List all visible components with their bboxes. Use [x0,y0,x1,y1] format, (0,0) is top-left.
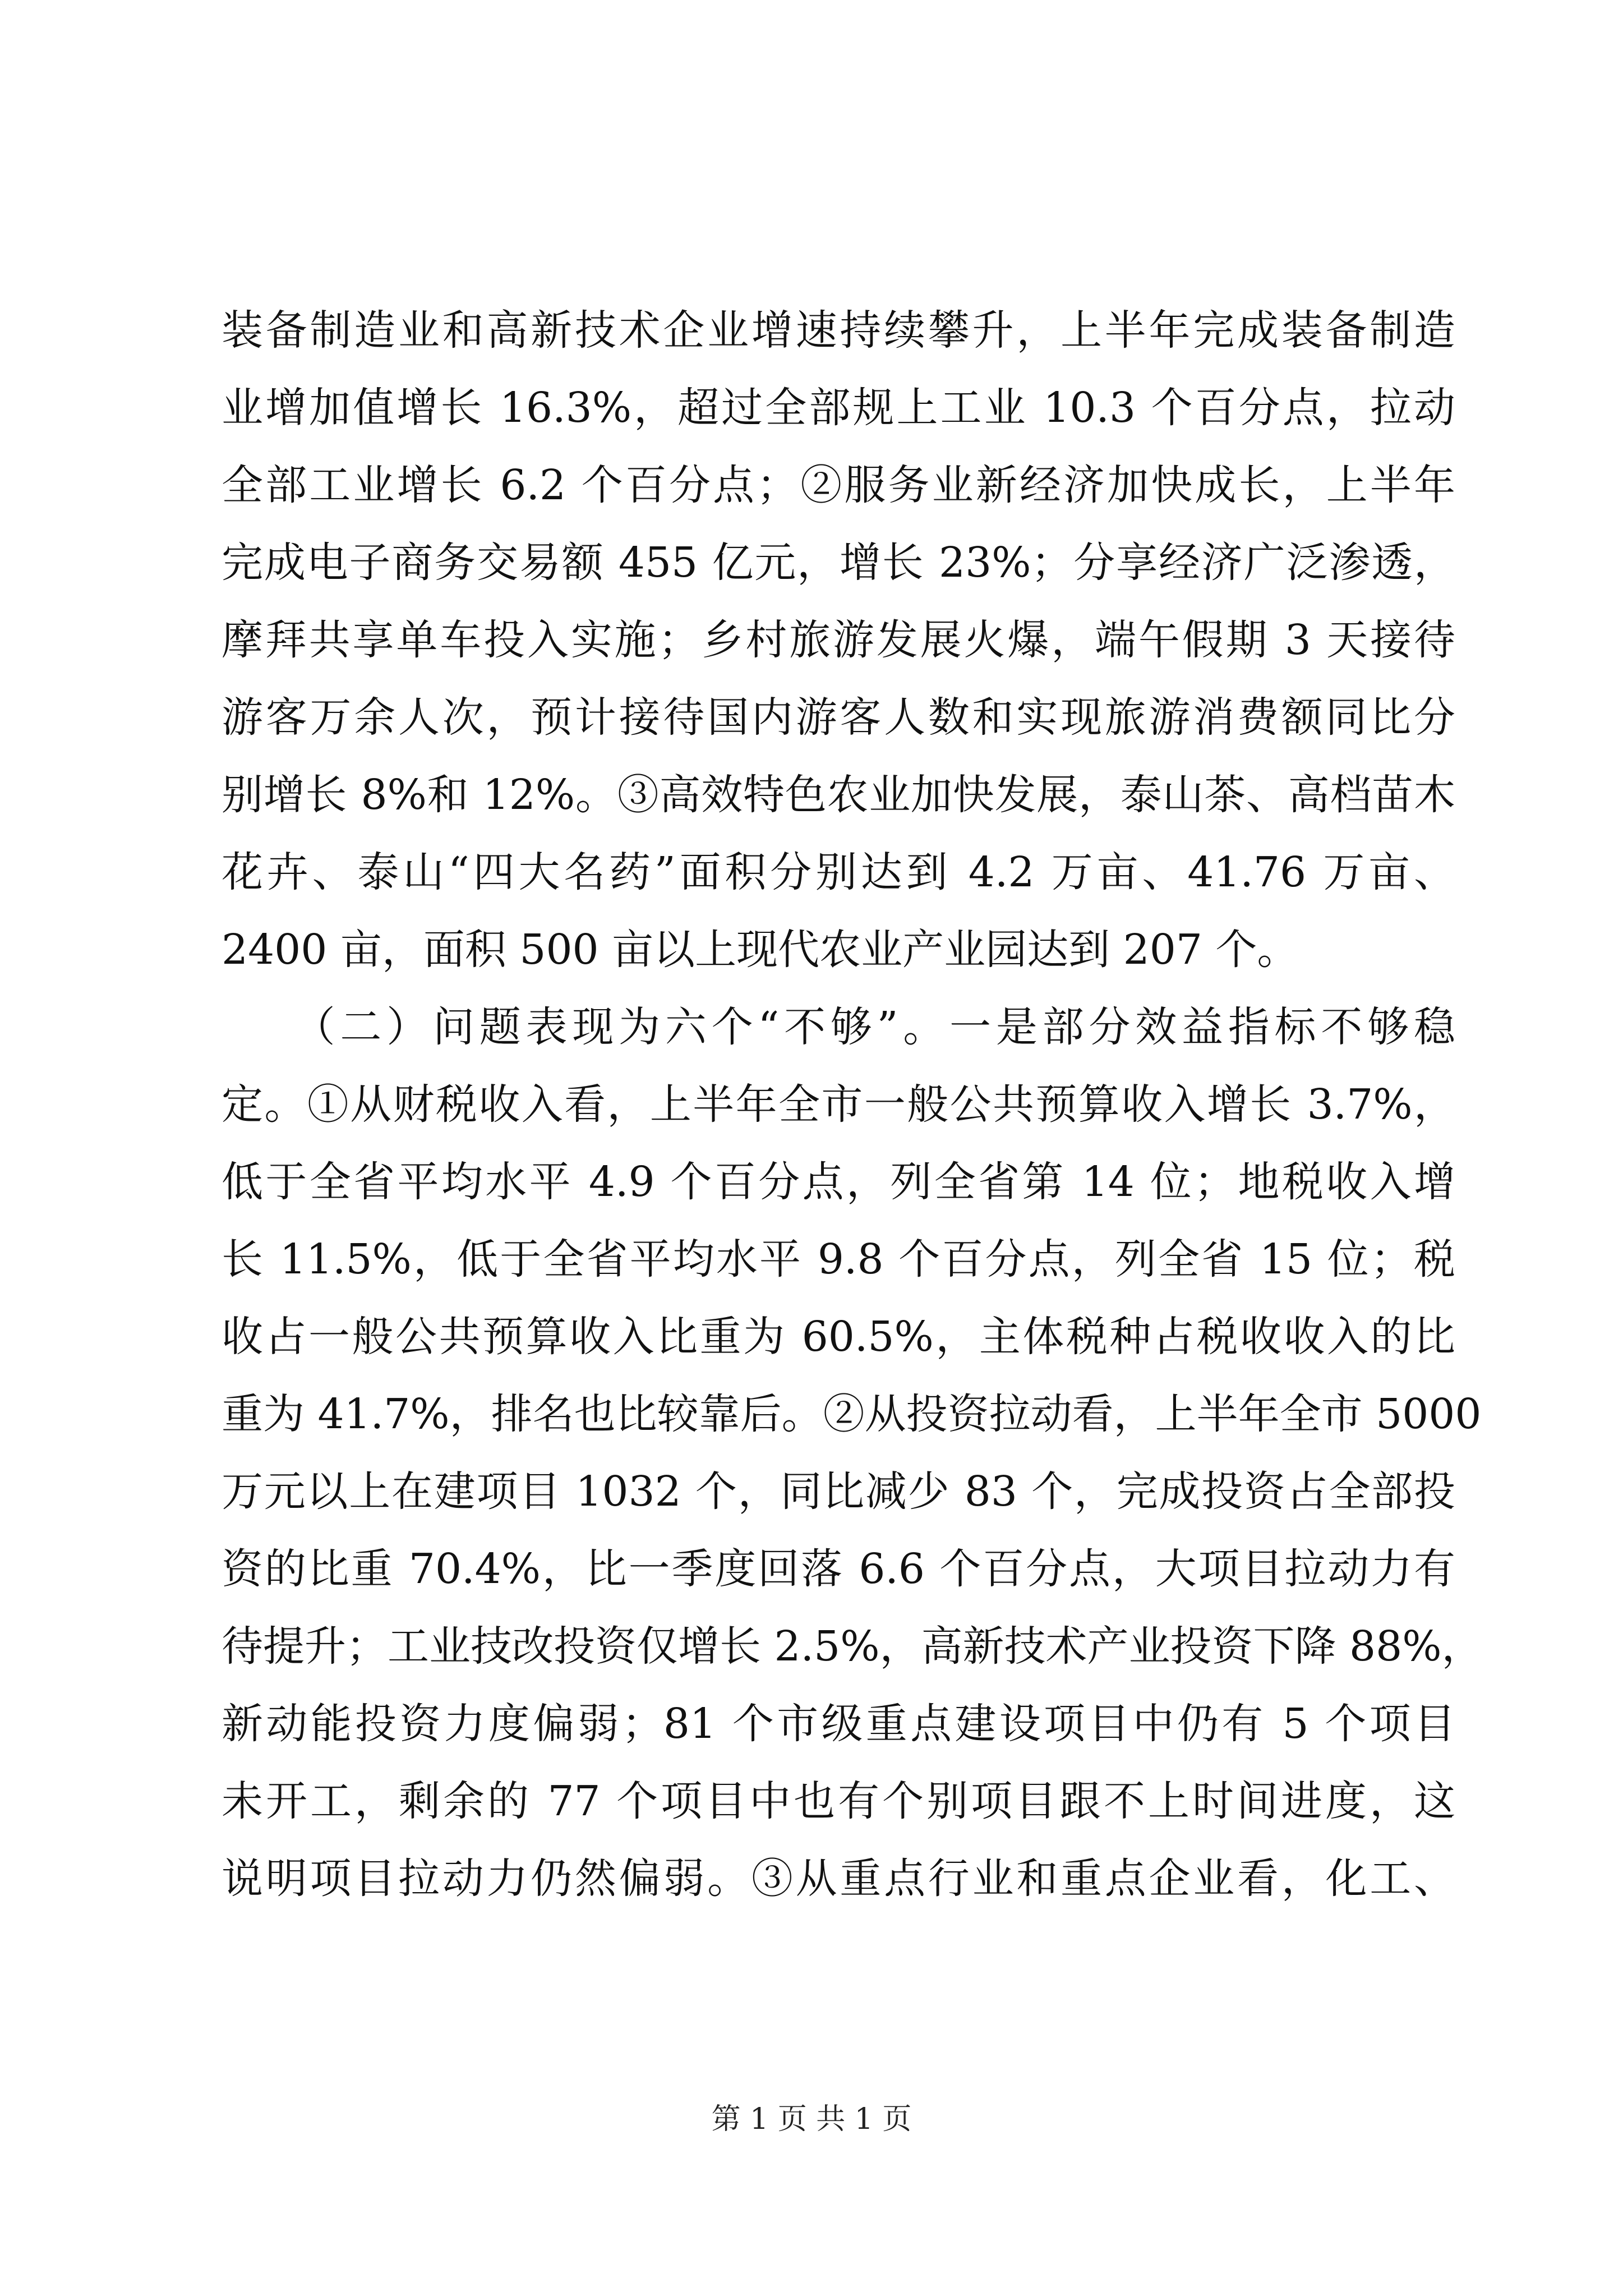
text-line: 2400 亩，面积 500 亩以上现代农业产业园达到 207 个。 [222,926,1299,974]
body-text [222,292,1483,1917]
text-line: 资的比重 70.4%，比一季度回落 6.6 个百分点，大项目拉动力有 [222,1545,1455,1593]
text-line: 低于全省平均水平 4.9 个百分点，列全省第 14 位；地税收入增 [222,1158,1455,1206]
text-line: 待提升；工业技改投资仅增长 2.5%，高新技术产业投资下降 88%， [222,1622,1483,1671]
text-line: （二）问题表现为六个“不够”。一是部分效益指标不够稳 [222,1003,1455,1051]
text-line: 摩拜共享单车投入实施；乡村旅游发展火爆，端午假期 3 天接待 [222,616,1455,664]
text-line: 花卉、泰山“四大名药”面积分别达到 4.2 万亩、41.76 万亩、 [222,848,1455,896]
text-line: 完成电子商务交易额 455 亿元，增长 23%；分享经济广泛渗透， [222,539,1455,587]
text-line: 游客万余人次，预计接待国内游客人数和实现旅游消费额同比分 [222,693,1455,742]
text-line: 未开工，剩余的 77 个项目中也有个别项目跟不上时间进度，这 [222,1777,1455,1825]
text-line: 全部工业增长 6.2 个百分点；②服务业新经济加快成长，上半年 [222,461,1455,509]
text-line: 收占一般公共预算收入比重为 60.5%，主体税种占税收收入的比 [222,1313,1455,1361]
text-line: 说明项目拉动力仍然偏弱。③从重点行业和重点企业看，化工、 [222,1855,1455,1903]
text-line: 别增长 8%和 12%。③高效特色农业加快发展，泰山茶、高档苗木 [222,771,1455,819]
page-footer: 第 1 页 共 1 页 [711,2102,912,2136]
text-line: 长 11.5%，低于全省平均水平 9.8 个百分点，列全省 15 位；税 [222,1235,1455,1283]
text-line: 业增加值增长 16.3%，超过全部规上工业 10.3 个百分点，拉动 [222,384,1455,432]
text-line: 定。①从财税收入看，上半年全市一般公共预算收入增长 3.7%， [222,1080,1455,1129]
text-line: 新动能投资力度偏弱；81 个市级重点建设项目中仍有 5 个项目 [222,1700,1455,1748]
text-line: 装备制造业和高新技术企业增速持续攀升，上半年完成装备制造 [222,306,1455,355]
text-line: 万元以上在建项目 1032 个，同比减少 83 个，完成投资占全部投 [222,1467,1455,1516]
text-line: 重为 41.7%，排名也比较靠后。②从投资拉动看，上半年全市 5000 [222,1390,1482,1438]
